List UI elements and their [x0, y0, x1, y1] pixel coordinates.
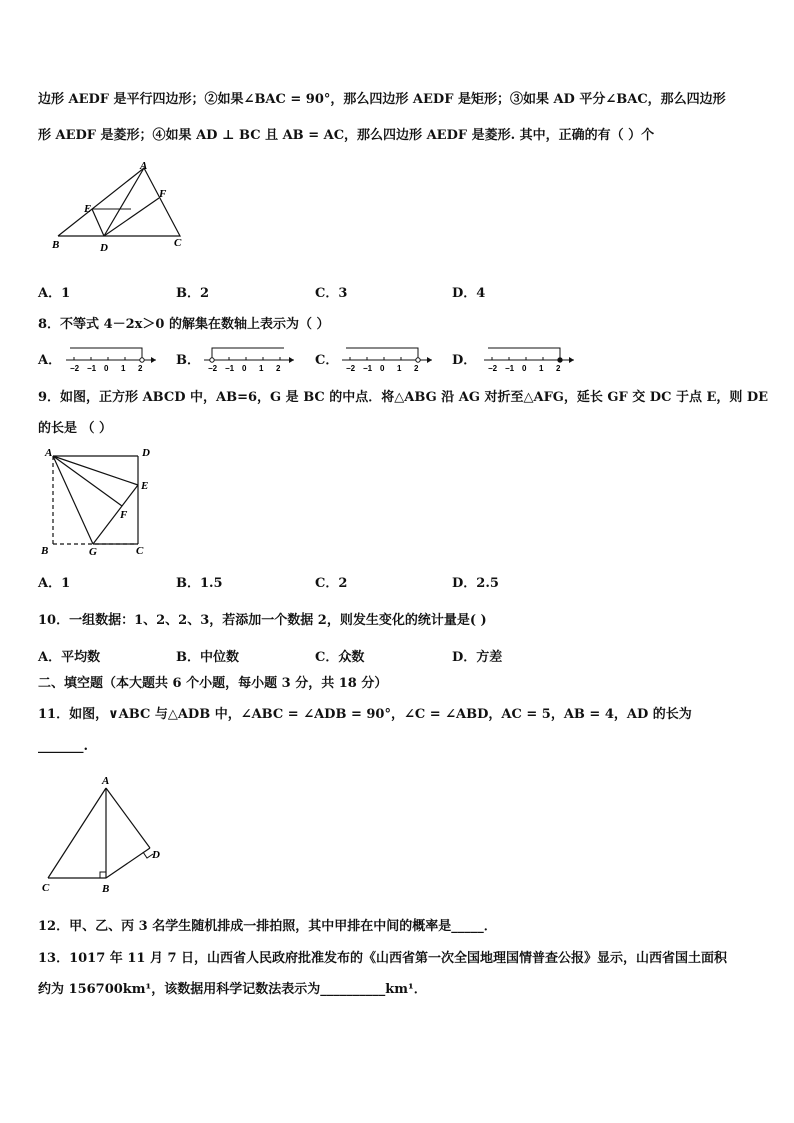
- number-line-tick-label: 0: [242, 364, 247, 373]
- q7-label-f: F: [159, 188, 167, 200]
- q9-label-g: G: [89, 546, 97, 558]
- q13-text-line2: 约为 156700km¹，该数据用科学记数法表示为__________km¹．: [38, 982, 427, 997]
- number-line-tick-label: −1: [87, 364, 97, 373]
- q8-number-line-c: [340, 340, 440, 376]
- q11-triangle-figure: [38, 770, 178, 898]
- q11-label-d: D: [152, 849, 160, 861]
- q13-text-line1: 13．1017 年 11 月 7 日，山西省人民政府批准发布的《山西省第一次全国地理国情普查公报》显示，山西省国土面积: [38, 951, 728, 966]
- solution-ray: [212, 348, 284, 360]
- number-line-tick-label: 0: [104, 364, 109, 373]
- q10-option-a: A．平均数: [38, 650, 101, 665]
- q11-label-a: A: [102, 775, 110, 787]
- q10-option-c: C．众数: [315, 650, 365, 665]
- q9-label-c: C: [136, 545, 144, 557]
- number-line-tick-label: 1: [397, 364, 402, 373]
- solution-endpoint: [416, 358, 420, 362]
- number-line-tick-label: −1: [363, 364, 373, 373]
- q10-option-b: B．中位数: [176, 650, 239, 665]
- number-line-arrow: [151, 357, 156, 363]
- q11-answer-blank: _______.: [38, 739, 89, 754]
- q9-option-a: A．1: [38, 576, 71, 591]
- q9-label-e: E: [141, 480, 149, 492]
- solution-ray: [488, 348, 560, 360]
- number-line-tick-label: 2: [414, 364, 419, 373]
- number-line-tick-label: 1: [259, 364, 264, 373]
- solution-endpoint: [558, 358, 562, 362]
- q9-label-b: B: [41, 545, 49, 557]
- q8-option-a-label: A．: [38, 353, 62, 368]
- number-line-tick-label: −1: [225, 364, 235, 373]
- solution-ray: [346, 348, 418, 360]
- number-line-tick-label: 0: [522, 364, 527, 373]
- number-line-tick-label: 2: [276, 364, 281, 373]
- number-line-tick-label: −2: [208, 364, 218, 373]
- number-line-arrow: [427, 357, 432, 363]
- number-line-tick-label: 1: [121, 364, 126, 373]
- q10-stem: 10．一组数据：1、2、2、3，若添加一个数据 2，则发生变化的统计量是( ): [38, 613, 487, 628]
- number-line-tick-label: 2: [556, 364, 561, 373]
- q9-option-c: C．2: [315, 576, 348, 591]
- q7-label-d: D: [100, 242, 108, 254]
- number-line-tick-label: −2: [488, 364, 498, 373]
- q11-label-b: B: [102, 883, 110, 895]
- q7-option-a: A．1: [38, 286, 71, 301]
- solution-endpoint: [210, 358, 214, 362]
- number-line-tick-label: 2: [138, 364, 143, 373]
- q9-label-f: F: [120, 509, 128, 521]
- section-heading-fill-in: 二、填空题（本大题共 6 个小题，每小题 3 分，共 18 分）: [38, 676, 388, 691]
- q8-option-c-label: C．: [315, 353, 339, 368]
- q9-label-a: A: [45, 447, 53, 459]
- number-line-tick-label: −2: [70, 364, 80, 373]
- q8-stem: 8．不等式 4－2x＞0 的解集在数轴上表示为（ ）: [38, 317, 330, 332]
- q8-option-d-label: D．: [452, 353, 477, 368]
- q8-number-line-a: [64, 340, 164, 376]
- q9-label-d: D: [142, 447, 150, 459]
- q7-text-line1: 边形 AEDF 是平行四边形；②如果∠BAC = 90°，那么四边形 AEDF 是矩形；③如果 AD 平分∠BAC，那么四边形: [38, 92, 726, 107]
- q7-label-a: A: [140, 160, 148, 172]
- q9-text-line2: 的长是 （ ）: [38, 421, 113, 436]
- q7-label-c: C: [174, 237, 182, 249]
- q7-text-line2: 形 AEDF 是菱形；④如果 AD ⊥ BC 且 AB = AC，那么四边形 AEDF 是菱形. 其中，正确的有（ ）个: [38, 128, 655, 143]
- q11-text-line1: 11．如图，∨ABC 与△ADB 中，∠ABC = ∠ADB = 90°，∠C = ∠ABD，AC = 5，AB = 4，AD 的长为: [38, 707, 692, 722]
- q7-label-b: B: [52, 239, 60, 251]
- q7-option-c: C．3: [315, 286, 348, 301]
- q7-option-d: D．4: [452, 286, 486, 301]
- q10-option-d: D．方差: [452, 650, 503, 665]
- number-line-tick-label: −2: [346, 364, 356, 373]
- solution-endpoint: [140, 358, 144, 362]
- q9-text-line1: 9．如图，正方形 ABCD 中，AB=6，G 是 BC 的中点．将△ABG 沿 AG 对折至△AFG，延长 GF 交 DC 于点 E，则 DE: [38, 390, 769, 405]
- number-line-arrow: [569, 357, 574, 363]
- number-line-tick-label: −1: [505, 364, 515, 373]
- q7-option-b: B．2: [176, 286, 210, 301]
- q8-option-b-label: B．: [176, 353, 200, 368]
- number-line-arrow: [289, 357, 294, 363]
- q7-label-e: E: [84, 203, 92, 215]
- number-line-tick-label: 1: [539, 364, 544, 373]
- q9-option-d: D．2.5: [452, 576, 499, 591]
- q8-number-line-b: [202, 340, 302, 376]
- solution-ray: [70, 348, 142, 360]
- number-line-tick-label: 0: [380, 364, 385, 373]
- q8-number-line-d: [482, 340, 582, 376]
- q11-label-c: C: [42, 882, 50, 894]
- q12-stem: 12．甲、乙、丙 3 名学生随机排成一排拍照，其中甲排在中间的概率是_____．: [38, 919, 497, 934]
- q9-option-b: B．1.5: [176, 576, 223, 591]
- q7-triangle-figure: [46, 158, 196, 258]
- q9-square-figure: [38, 444, 158, 560]
